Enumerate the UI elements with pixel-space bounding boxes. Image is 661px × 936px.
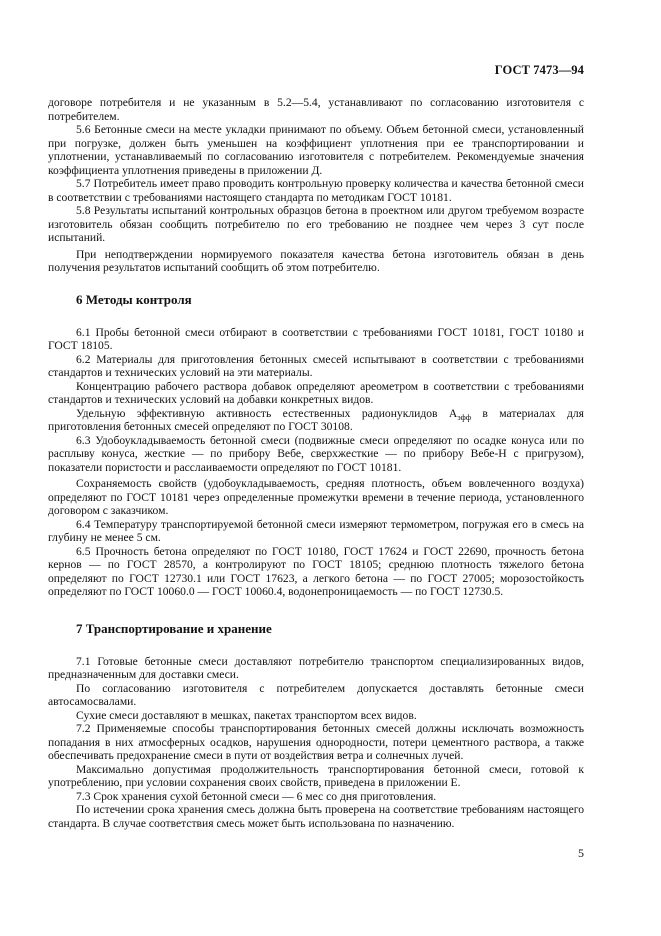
paragraph-6-3-retention: Сохраняемость свойств (удобоукладываемость, средняя плотность, объем вовлеченного воздуха) определяют по ГОСТ 10181 через определенные промежутки времени в течение периода, установленного договором с заказчиком. (48, 477, 584, 517)
section-heading-7: 7 Транспортирование и хранение (76, 620, 272, 636)
paragraph-6-3: 6.3 Удобоукладываемость бетонной смеси (подвижные смеси определяют по осадке конуса или по расплыву конуса, жесткие — по прибору Вебе, сверхжесткие — по прибору Вебе-Н с пригрузом), показатели пористости и расслаиваемости определяют по ГОСТ 10181. (48, 433, 584, 474)
paragraph-6-1: 6.1 Пробы бетонной смеси отбирают в соответствии с требованиями ГОСТ 10181, ГОСТ 10180 и ГОСТ 18105. (48, 325, 584, 352)
paragraph-7-3: 7.3 Срок хранения сухой бетонной смеси — 6 мес со дня приготовления. (76, 789, 437, 803)
paragraph-5-8: 5.8 Результаты испытаний контрольных образцов бетона в проектном или другом требуемом возрасте изготовитель обязан сообщить потребителю по его требованию не позднее чем через 3 сут после испытаний. (48, 204, 584, 244)
page-number: 5 (578, 846, 584, 860)
paragraph-7-2-duration: Максимально допустимая продолжительность транспортирования бетонной смеси, готовой к употреблению, при условии сохранения своих свойств, приведена в приложении Е. (48, 762, 584, 789)
running-header-doc-id: ГОСТ 7473—94 (494, 63, 584, 77)
paragraph-7-3-expiry: По истечении срока хранения смесь должна быть проверена на соответствие требованиям настоящего стандарта. В случае соответствия смесь может быть использована по назначению. (48, 803, 584, 830)
document-body (48, 96, 584, 830)
paragraph-6-2: 6.2 Материалы для приготовления бетонных смесей испытывают в соответствии с требованиями стандартов и технических условий на эти материалы. (48, 352, 584, 379)
section-heading-6: 6 Методы контроля (76, 291, 192, 307)
paragraph-6-2-concentration: Концентрацию рабочего раствора добавок определяют ареометром в соответствии с требованиями стандартов и технических условий на добавки конкретных видов. (48, 379, 584, 406)
paragraph-5-7: 5.7 Потребитель имеет право проводить контрольную проверку количества и качества бетонной смеси в соответствии с требованиями настоящего стандарта по методикам ГОСТ 10181. (48, 177, 584, 204)
paragraph-7-1-dry-mixes: Сухие смеси доставляют в мешках, пакетах транспортом всех видов. (76, 708, 417, 722)
paragraph-5-6: 5.6 Бетонные смеси на месте укладки принимают по объему. Объем бетонной смеси, установленный при погрузке, должен быть уменьшен на коэффициент уплотнения при ее транспортировании и уплотнении, устанавливаемый по согласованию изготовителя с потребителем. Рекомендуемые значения коэффициента уплотнения приведены в приложении Д. (48, 123, 584, 177)
paragraph-continuation: договоре потребителя и не указанным в 5.2—5.4, устанавливают по согласованию изготовителя с потребителем. (48, 96, 584, 123)
paragraph-7-1-dump-trucks: По согласованию изготовителя с потребителем допускается доставлять бетонные смеси автосамосвалами. (48, 681, 584, 708)
paragraph-7-2: 7.2 Применяемые способы транспортирования бетонных смесей должны исключать возможность попадания в них атмосферных осадков, нарушения однородности, потери цементного раствора, а также обеспечивать предохранение смеси в пути от воздействия ветра и солнечных лучей. (48, 722, 584, 762)
paragraph-7-1: 7.1 Готовые бетонные смеси доставляют потребителю транспортом специализированных видов, предназначенным для доставки смеси. (48, 654, 584, 681)
paragraph-6-4: 6.4 Температуру транспортируемой бетонной смеси измеряют термометром, погружая его в смесь на глубину не менее 5 см. (48, 517, 584, 544)
paragraph-6-2-radionuclides: Удельную эффективную активность естественных радионуклидов $А_{эфф}$ в материалах для приготовления бетонных смесей определяют по ГОСТ 30108. (48, 406, 585, 433)
subscript-eff: эфф (457, 412, 472, 422)
paragraph-6-5: 6.5 Прочность бетона определяют по ГОСТ 10180, ГОСТ 17624 и ГОСТ 22690, прочность бетона кернов — по ГОСТ 28570, а контролируют по ГОСТ 18105; среднюю плотность тяжелого бетона определяют по ГОСТ 12730.1 или ГОСТ 17623, а легкого бетона — по ГОСТ 27005; морозостойкость определяют по ГОСТ 10060.0 — ГОСТ 10060.4, водонепроницаемость — по ГОСТ 12730.5. (48, 544, 584, 598)
paragraph-5-8-note: При неподтверждении нормируемого показателя качества бетона изготовитель обязан в день получения результатов испытаний сообщить об этом потребителю. (48, 247, 584, 274)
